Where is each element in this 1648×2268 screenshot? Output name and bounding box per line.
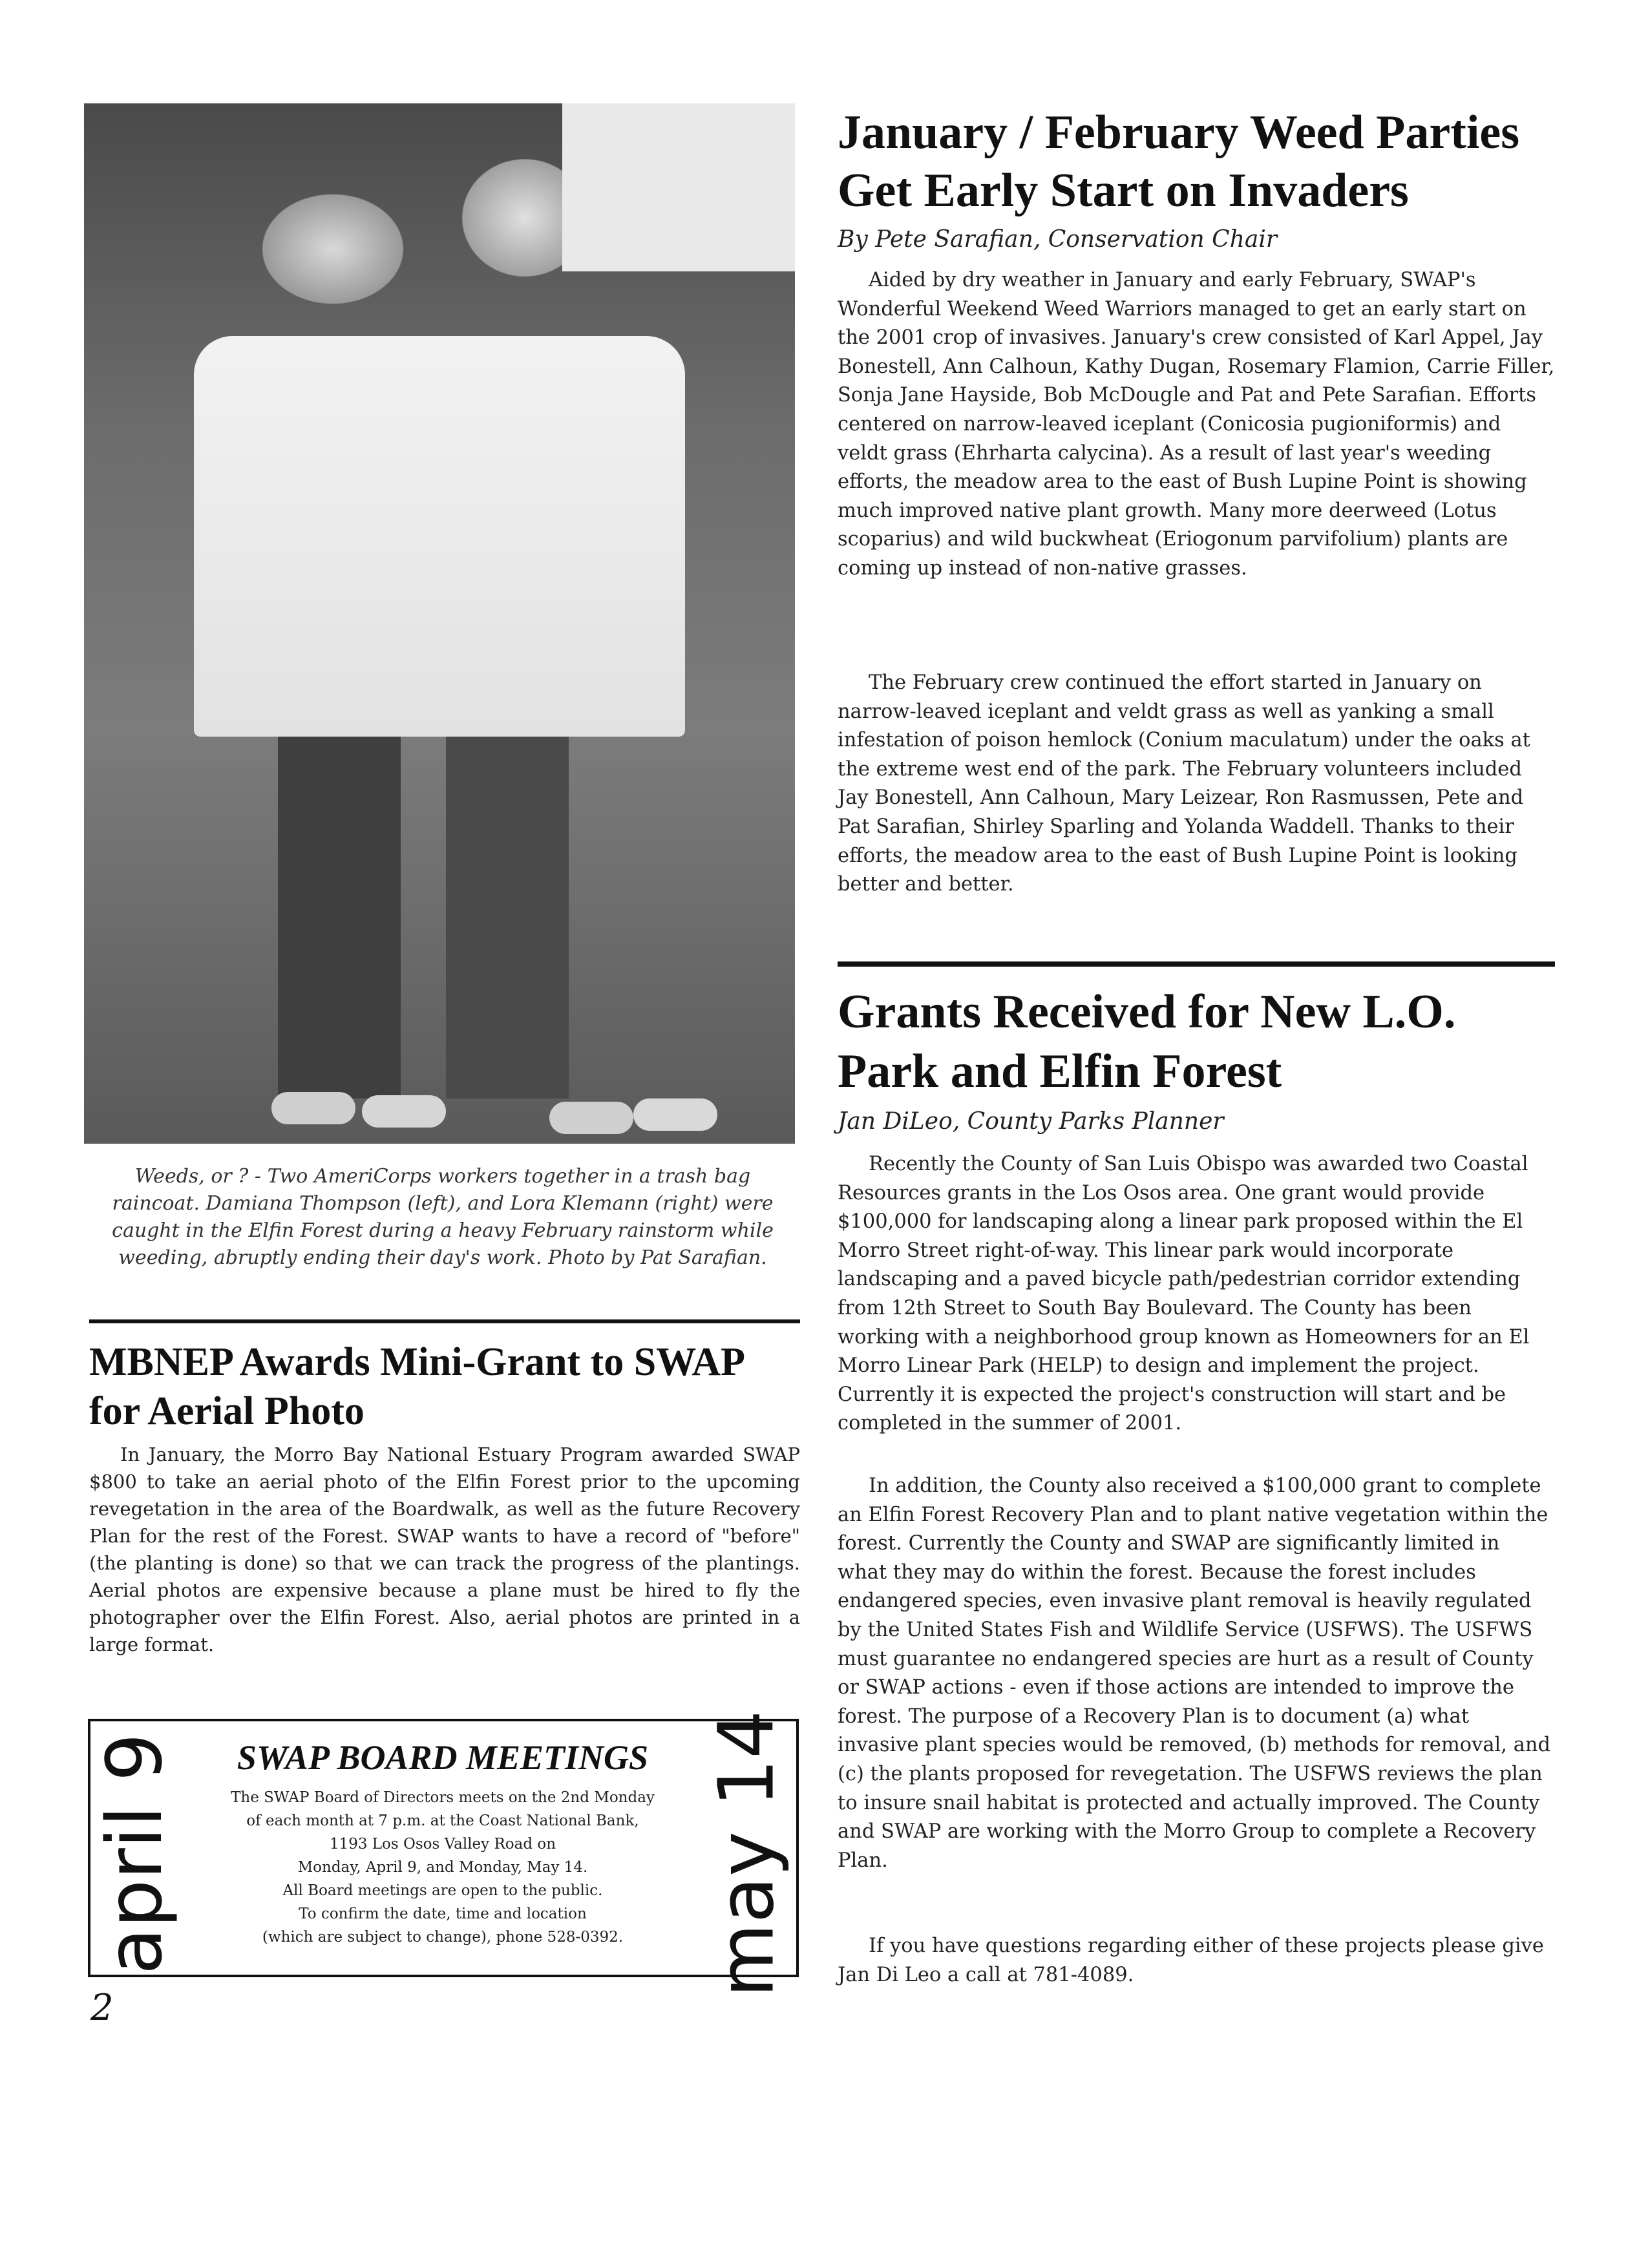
date-left-text: april 9 xyxy=(90,1733,180,1975)
board-line: The SWAP Board of Directors meets on the 2nd Monday xyxy=(231,1789,655,1806)
grants-para-3: If you have questions regarding either of these projects please give Jan Di Leo a call at 781-4089. xyxy=(838,1935,1544,1986)
mbnep-body: In January, the Morro Bay National Estuary Program awarded SWAP $800 to take an aerial photo of the Elfin Forest prior to the upcoming revegetation in the area of the Boardwalk, as well as the future Recovery Plan for the rest of the Forest. SWAP wants to have a record of "before" (the planting is done) so that we can track the progress of the plantings. Aerial photos are expensive because a plane must be hired to fly the photographer over the Elfin Forest. Also, aerial photos are printed in a large format. xyxy=(89,1444,800,1655)
board-line: 1193 Los Osos Valley Road on xyxy=(329,1836,556,1853)
photo-shoe xyxy=(362,1095,446,1128)
section-divider xyxy=(838,961,1555,967)
weed-parties-headline: January / February Weed Parties Get Early Start on Invaders xyxy=(838,106,1520,217)
grants-byline: Jan DiLeo, County Parks Planner xyxy=(838,1108,1224,1135)
raincoat-photo xyxy=(84,103,795,1144)
board-meetings-box xyxy=(88,1710,799,1998)
page-number: 2 xyxy=(90,1987,114,2029)
photo-raincoat xyxy=(194,336,685,737)
weed-parties-para-2: The February crew continued the effort started in January on narrow-leaved iceplant and veldt grass as well as yanking a small infestation of poison hemlock (Conium maculatum) under the oaks at the extreme west end of the park. The February volunteers included Jay Bonestell, Ann Calhoun, Mary Leizear, Ron Rasmussen, Pete and Pat Sarafian, Shirley Sparling and Yolanda Waddell. Thanks to their efforts, the meadow area to the east of Bush Lupine Point is looking better and better. xyxy=(838,671,1530,896)
date-right-vertical xyxy=(701,1710,790,1998)
board-meetings-title: SWAP BOARD MEETINGS xyxy=(237,1738,649,1777)
weed-parties-byline: By Pete Sarafian, Conservation Chair xyxy=(838,226,1278,253)
photo-legs-left xyxy=(278,737,401,1098)
grants-para-1: Recently the County of San Luis Obispo was awarded two Coastal Resources grants in the Los Osos area. One grant would provide $100,000 for landscaping along a linear park proposed within the El Morro Street right-of-way. This linear park would incorporate landscaping and a paved bicycle path/pedestrian corridor extending from 12th Street to South Bay Boulevard. The County has been working with a neighborhood group known as Homeowners for an El Morro Linear Park (HELP) to design and implement the project. Currently it is expected the project's construction will start and be completed in the summer of 2001. xyxy=(838,1153,1530,1435)
photo-shoe xyxy=(549,1102,633,1134)
photo-shoe xyxy=(633,1098,717,1131)
board-line: Monday, April 9, and Monday, May 14. xyxy=(297,1859,588,1876)
date-right-text: may 14 xyxy=(701,1710,790,1998)
board-line: All Board meetings are open to the public. xyxy=(282,1882,603,1899)
board-line: To confirm the date, time and location xyxy=(299,1906,587,1922)
board-line: of each month at 7 p.m. at the Coast National Bank, xyxy=(246,1812,639,1829)
photo-caption: Weeds, or ? - Two AmeriCorps workers together in a trash bag raincoat. Damiana Thompson (left), and Lora Klemann (right) were caught in the Elfin Forest during a heavy February rainstorm while weeding, abruptly ending their day's work. Photo by Pat Sarafian. xyxy=(112,1165,774,1269)
section-divider xyxy=(89,1319,800,1323)
weed-parties-para-1: Aided by dry weather in January and early February, SWAP's Wonderful Weekend Weed Warriors managed to get an early start on the 2001 crop of invasives. January's crew consisted of Karl Appel, Jay Bonestell, Ann Calhoun, Kathy Dugan, Rosemary Flamion, Carrie Filler, Sonja Jane Hayside, Bob McDougle and Pat and Pete Sarafian. Efforts centered on narrow-leaved iceplant (Conicosia pugioniformis) and veldt grass (Ehrharta calycina). As a result of last year's weeding efforts, the meadow area to the east of Bush Lupine Point is showing much improved native plant growth. Many more deerweed (Lotus scoparius) and wild buckwheat (Eriogonum parvifolium) plants are coming up instead of non-native grasses. xyxy=(838,269,1555,580)
board-line: (which are subject to change), phone 528-0392. xyxy=(262,1929,624,1946)
board-meetings-body xyxy=(194,1786,692,1949)
photo-sky xyxy=(562,103,795,271)
grants-headline: Grants Received for New L.O. Park and Elfin Forest xyxy=(838,985,1456,1098)
photo-shoe xyxy=(271,1092,355,1124)
grants-para-2: In addition, the County also received a $100,000 grant to complete an Elfin Forest Recovery Plan and to plant native vegetation within the forest. Currently the County and SWAP are significantly limited in what they may do within the forest. Because the forest includes endangered species, even invasive plant removal is heavily regulated by the United States Fish and Wildlife Service (USFWS). The USFWS must guarantee no endangered species are hurt as a result of County or SWAP actions - even if those actions are intended to improve the forest. The purpose of a Recovery Plan is to document (a) what invasive plant species would be removed, (b) methods for removal, and (c) the plants proposed for revegetation. The USFWS reviews the plan to insure snail habitat is protected and actually improved. The County and SWAP are working with the Morro Group to complete a Recovery Plan. xyxy=(838,1475,1551,1872)
date-left-vertical xyxy=(90,1733,180,1975)
mbnep-headline: MBNEP Awards Mini-Grant to SWAP for Aerial Photo xyxy=(89,1340,743,1433)
photo-legs-right xyxy=(446,737,569,1098)
